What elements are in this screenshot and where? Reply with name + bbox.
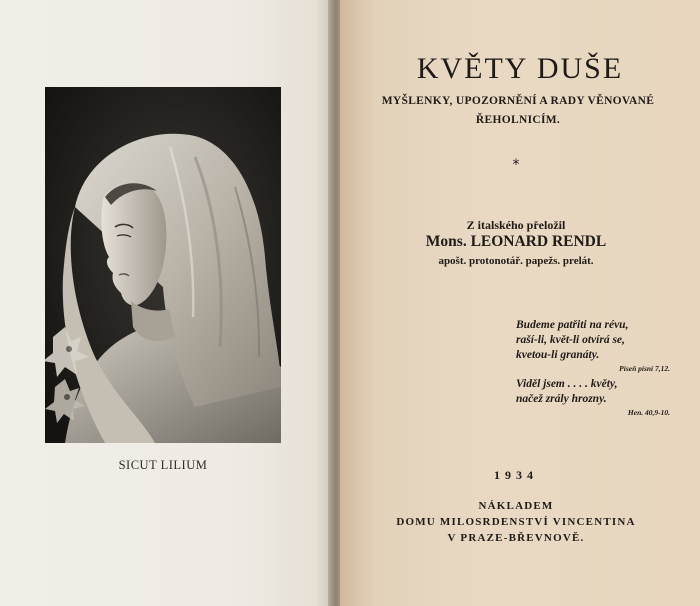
publisher-line: DOMU MILOSRDENSTVÍ VINCENTINA — [396, 516, 636, 528]
publisher-line: V PRAZE-BŘEVNOVĚ. — [447, 532, 585, 544]
quote-reference: Píseň písní 7,12. — [619, 364, 670, 373]
left-page — [0, 0, 332, 606]
translator-role: apošt. protonotář. papežs. prelát. — [438, 255, 594, 267]
quote-line: raší-li, květ-li otvírá se, — [516, 334, 625, 346]
subtitle-line: ŘEHOLNICÍM. — [475, 114, 561, 126]
book-subtitle — [368, 92, 668, 130]
asterisk-ornament: * — [512, 157, 520, 173]
publisher — [340, 498, 692, 546]
translator-name: Mons. LEONARD RENDL — [425, 233, 607, 250]
quote-line: načež zrály hrozny. — [516, 393, 607, 405]
quote-line: Budeme patřiti na révu, — [516, 319, 629, 331]
quote-reference: Hen. 40,9-10. — [627, 408, 670, 417]
translated-by: Z italského přeložil — [466, 218, 566, 232]
quote-line: Viděl jsem . . . . květy, — [516, 378, 618, 390]
publisher-line: NÁKLADEM — [478, 500, 554, 512]
subtitle-line: MYŠLENKY, UPOZORNĚNÍ A RADY VĚNOVANÉ — [381, 95, 655, 107]
title-page — [340, 0, 700, 606]
plate-caption: SICUT LILIUM — [118, 458, 208, 472]
book-title: KVĚTY DUŠE — [416, 52, 624, 85]
epigraph-quote — [516, 377, 676, 418]
epigraph-quote — [516, 318, 676, 374]
quote-line: kvetou-li granáty. — [516, 349, 600, 361]
publication-year: 1934 — [494, 468, 538, 482]
frontispiece-portrait — [45, 87, 281, 443]
